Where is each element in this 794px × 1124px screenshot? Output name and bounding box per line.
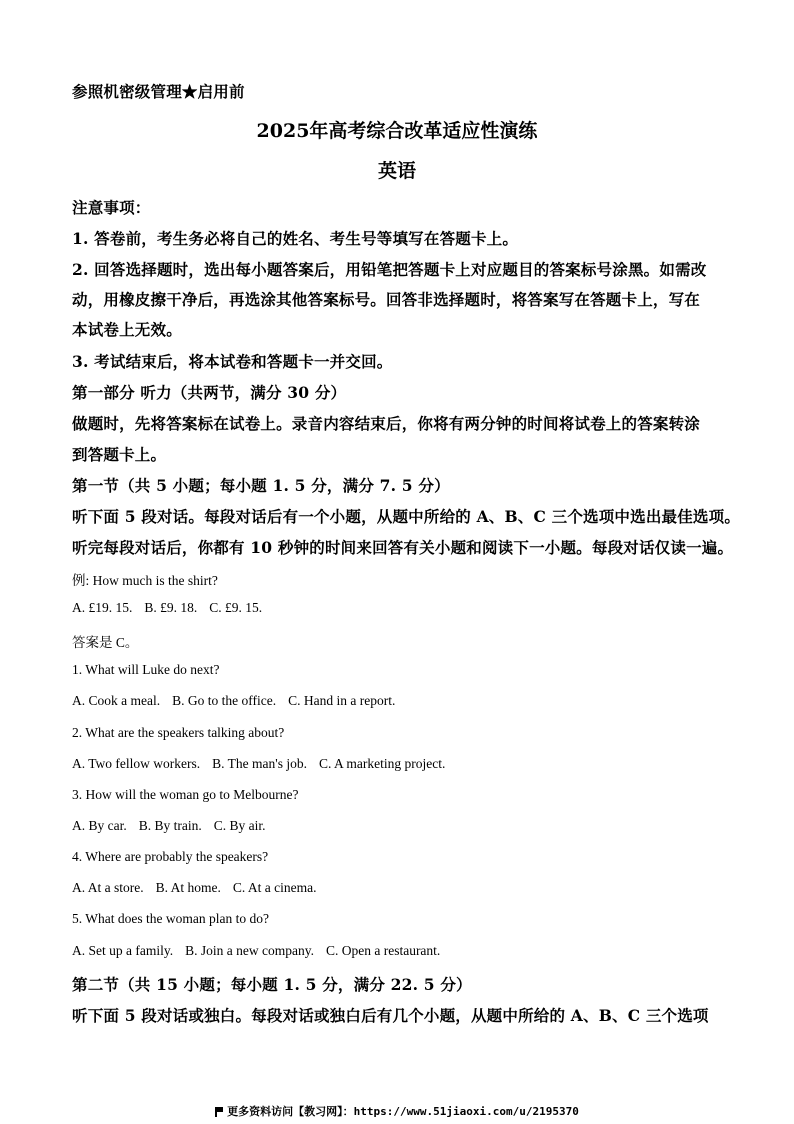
section2-instruction-1: 听下面 5 段对话或独白。每段对话或独白后有几个小题，从题中所给的 A、B、C 三个选项: [72, 1006, 709, 1025]
note-3: 3. 考试结束后，将本试卷和答题卡一并交回。: [72, 352, 393, 371]
option-c: C. A marketing project.: [318, 756, 446, 771]
example-option-c: C. £9. 15.: [209, 600, 263, 615]
question-2-options: [72, 756, 742, 772]
part1-heading: 第一部分 听力（共两节，满分 30 分）: [72, 383, 347, 402]
option-c: C. By air.: [213, 818, 266, 833]
option-a: A. At a store.: [72, 880, 144, 895]
question-1: 1. What will Luke do next?: [72, 662, 220, 677]
example-options: [72, 600, 742, 616]
footer-link[interactable]: [0, 1103, 794, 1119]
option-b: B. At home.: [155, 880, 221, 895]
section2-heading: 第二节（共 15 小题；每小题 1. 5 分，满分 22. 5 分）: [72, 975, 472, 994]
notes-heading: 注意事项：: [72, 198, 151, 217]
example-answer: 答案是 C。: [72, 635, 139, 650]
exam-title: 2025年高考综合改革适应性演练: [256, 120, 538, 142]
subject-title: 英语: [377, 160, 416, 182]
question-5: 5. What does the woman plan to do?: [72, 911, 269, 926]
question-2: 2. What are the speakers talking about?: [72, 725, 285, 740]
question-3-options: [72, 818, 742, 834]
note-1: 1. 答卷前，考生务必将自己的姓名、考生号等填写在答题卡上。: [72, 229, 519, 248]
option-a: A. Set up a family.: [72, 943, 174, 958]
example-option-a: A. £19. 15.: [72, 600, 133, 615]
option-b: B. Go to the office.: [172, 693, 277, 708]
note-2-line-3: 本试卷上无效。: [72, 320, 182, 339]
option-b: B. By train.: [138, 818, 202, 833]
option-a: A. Cook a meal.: [72, 693, 161, 708]
footer-text[interactable]: 更多资料访问【教习网】：https://www.51jiaoxi.com/u/2195370: [227, 1105, 579, 1118]
question-4-options: [72, 880, 742, 896]
option-c: C. At a cinema.: [232, 880, 317, 895]
option-c: C. Hand in a report.: [288, 693, 396, 708]
note-2-line-2: 动，用橡皮擦干净后，再选涂其他答案标号。回答非选择题时，将答案写在答题卡上，写在: [72, 290, 701, 309]
section1-heading: 第一节（共 5 小题；每小题 1. 5 分，满分 7. 5 分）: [72, 476, 450, 495]
section1-instruction-1: 听下面 5 段对话。每段对话后有一个小题，从题中所给的 A、B、C 三个选项中选出最佳选项。: [72, 507, 741, 526]
question-4: 4. Where are probably the speakers?: [72, 849, 269, 864]
option-a: A. Two fellow workers.: [72, 756, 201, 771]
option-a: A. By car.: [72, 818, 127, 833]
flag-icon: [215, 1107, 223, 1116]
confidential-label: 参照机密级管理★启用前: [72, 82, 245, 101]
option-c: C. Open a restaurant.: [325, 943, 441, 958]
part1-instruction-2: 到答题卡上。: [72, 445, 167, 464]
note-2-line-1: 2. 回答选择题时，选出每小题答案后，用铅笔把答题卡上对应题目的答案标号涂黑。如需改: [72, 260, 707, 279]
option-b: B. The man's job.: [212, 756, 307, 771]
option-b: B. Join a new company.: [185, 943, 314, 958]
question-3: 3. How will the woman go to Melbourne?: [72, 787, 299, 802]
question-5-options: [72, 943, 742, 959]
section1-instruction-2: 听完每段对话后，你都有 10 秒钟的时间来回答有关小题和阅读下一小题。每段对话仅读一遍。: [72, 538, 734, 557]
example-option-b: B. £9. 18.: [144, 600, 198, 615]
example-question: 例: How much is the shirt?: [72, 573, 218, 588]
question-1-options: [72, 693, 742, 709]
part1-instruction-1: 做题时，先将答案标在试卷上。录音内容结束后，你将有两分钟的时间将试卷上的答案转涂: [72, 414, 701, 433]
